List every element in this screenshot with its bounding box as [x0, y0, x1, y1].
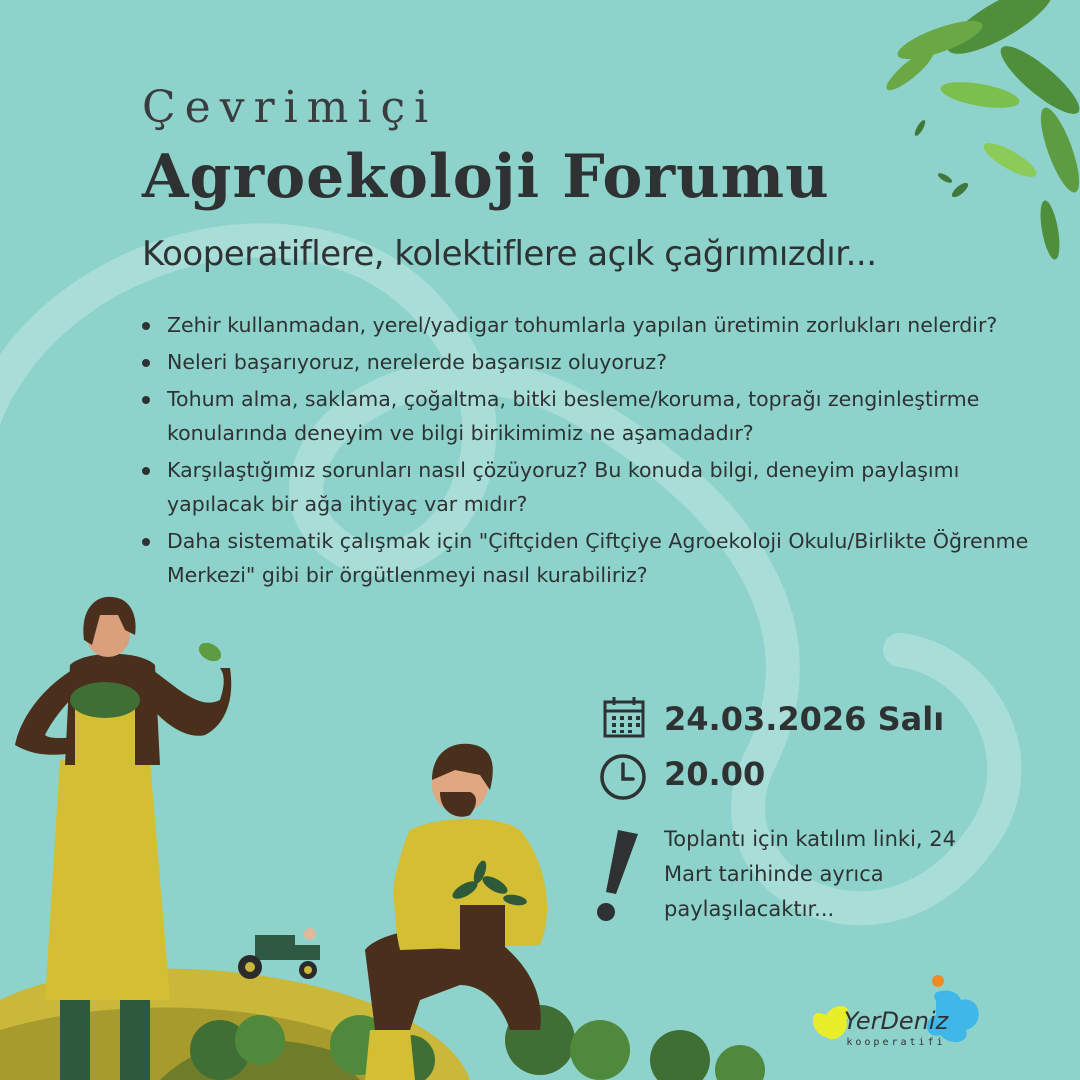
question-item: Daha sistematik çalışmak için "Çiftçiden Çiftçiye Agroekoloji Okulu/Birlikte Öğrenme Merkezi" gibi bir örgütlenmeyi nasıl kurabiliriz?: [142, 524, 1062, 592]
clock-icon: [598, 752, 648, 802]
logo-subtitle: kooperatifi: [846, 1037, 946, 1048]
question-item: Karşılaştığımız sorunları nasıl çözüyoruz? Bu konuda bilgi, deneyim paylaşımı yapılacak bir ağa ihtiyaç var mıdır?: [142, 453, 1062, 521]
event-date: 24.03.2026 Salı: [664, 700, 945, 738]
question-item: Tohum alma, saklama, çoğaltma, bitki besleme/koruma, toprağı zenginleştirme konularında deneyim ve bilgi birikimimiz ne aşamadadır?: [142, 382, 1062, 450]
brand-logo: [806, 975, 986, 1065]
question-list: [142, 308, 1062, 595]
exclamation-icon: [588, 826, 644, 926]
page-subtitle: Kooperatiflere, kolektiflere açık çağrımızdır...: [142, 234, 877, 274]
event-note: Toplantı için katılım linki, 24 Mart tarihinde ayrıca paylaşılacaktır...: [664, 827, 956, 921]
question-item: Zehir kullanmadan, yerel/yadigar tohumlarla yapılan üretimin zorlukları nelerdir?: [142, 308, 1062, 342]
man-farmer: [365, 744, 547, 1080]
eyebrow-text: Çevrimiçi: [142, 82, 438, 133]
page-title: Agroekoloji Forumu: [142, 142, 830, 212]
calendar-icon: [600, 694, 648, 742]
tractor: [238, 928, 320, 979]
event-time: 20.00: [664, 755, 766, 793]
question-item: Neleri başarıyoruz, nerelerde başarısız oluyoruz?: [142, 345, 1062, 379]
foliage-top-right: [882, 0, 1080, 261]
logo-name: YerDeniz: [843, 1007, 949, 1035]
